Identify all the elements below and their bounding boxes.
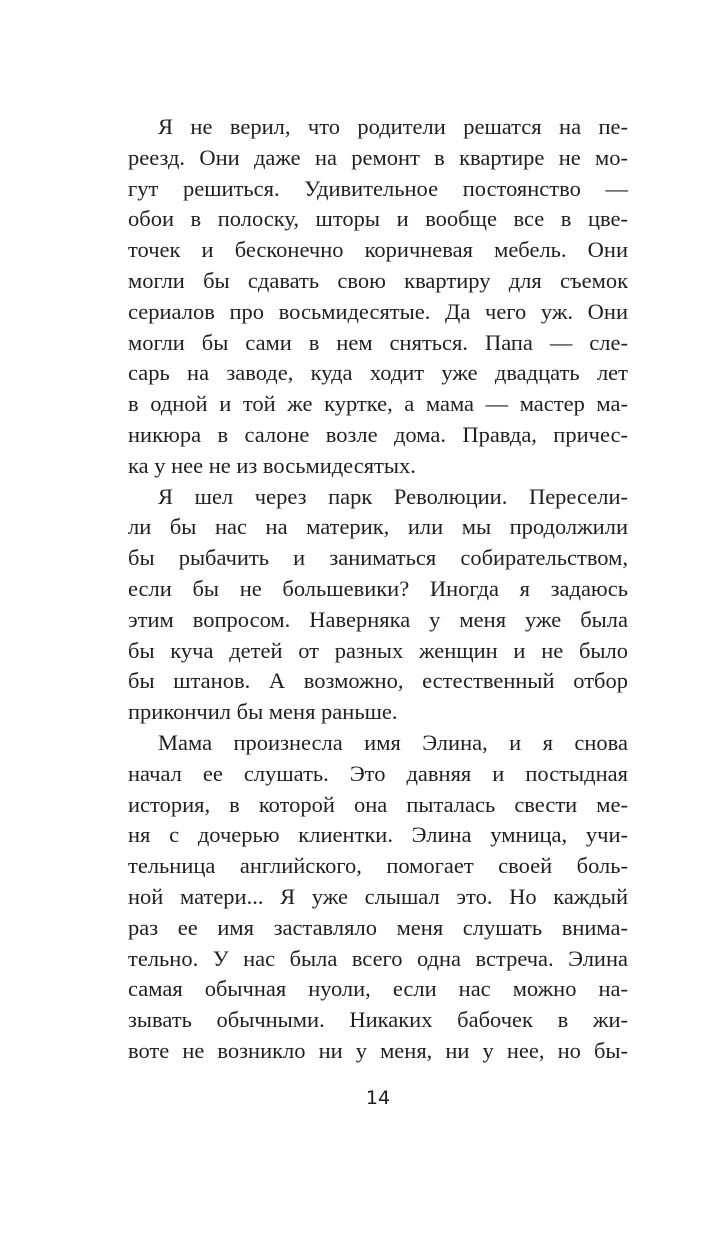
text-line: раз ее имя заставляло меня слушать внима- [128,914,628,940]
text-line: могли бы сами в нем сняться. Папа — сле- [128,329,628,355]
text-line: бы куча детей от разных женщин и не было [128,637,628,663]
text-line: ка у нее не из восьмидесятых. [128,452,416,478]
text-line: обои в полоску, шторы и вообще все в цве- [128,206,628,232]
text-line: точек и бесконечно коричневая мебель. Они [128,237,628,263]
text-line: воте не возникло ни у меня, ни у нее, но бы- [128,1037,628,1063]
text-line: в одной и той же куртке, а мама — мастер ма- [128,391,628,417]
text-line: самая обычная нуоли, если нас можно на- [128,976,628,1002]
page-number: 14 [365,1087,391,1109]
text-line: реезд. Они даже на ремонт в квартире не мо- [128,144,628,170]
text-line: тельница английского, помогает своей боль- [128,853,628,879]
paragraph [128,482,628,728]
text-line: ной матери... Я уже слышал это. Но каждый [128,883,628,909]
text-line: Я шел через парк Революции. Пересели- [158,483,628,509]
text-line: бы штанов. А возможно, естественный отбор [128,668,628,694]
text-line: сарь на заводе, куда ходит уже двадцать лет [128,360,628,386]
text-line: начал ее слушать. Это давняя и постыдная [128,760,628,786]
text-line: никюра в салоне возле дома. Правда, причес- [128,421,628,447]
text-line: этим вопросом. Наверняка у меня уже была [128,606,628,632]
text-line: могли бы сдавать свою квартиру для съемок [128,267,628,293]
text-line: ли бы нас на материк, или мы продолжили [128,514,628,540]
text-line: если бы не большевики? Иногда я задаюсь [128,575,628,601]
text-line: ня с дочерью клиентки. Элина умница, учи- [128,822,628,848]
text-line: тельно. У нас была всего одна встреча. Элина [128,945,628,971]
text-line: гут решиться. Удивительное постоянство — [128,175,628,201]
text-line: история, в которой она пыталась свести ме- [128,791,628,817]
text-line: Я не верил, что родители решатся на пе- [158,114,628,139]
paragraph [128,728,628,1067]
text-line: сериалов про восьмидесятые. Да чего уж. Они [128,298,628,324]
paragraph [128,112,628,482]
text-line: зывать обычными. Никаких бабочек в жи- [128,1007,628,1033]
text-line: прикончил бы меня раньше. [128,699,398,725]
text-line: бы рыбачить и заниматься собирательством, [128,545,628,571]
text-block [128,112,628,1067]
text-line: Мама произнесла имя Элина, и я снова [158,729,628,755]
